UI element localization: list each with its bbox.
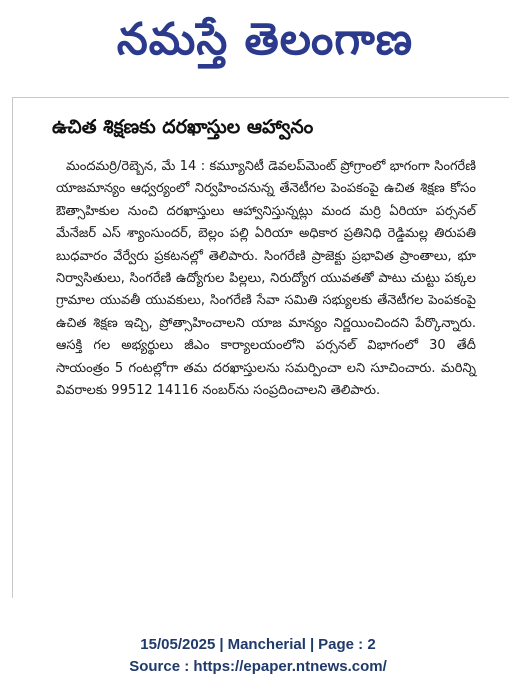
footer-meta-line: 15/05/2025 | Mancherial | Page : 2 [140,636,376,653]
footer-page: Page : 2 [318,636,376,653]
article-body: కమ్యూనిటీ డెవలప్‌మెంట్ ప్రోగ్రాంలో భాగంగా సింగరేణి యాజమాన్యం ఆధ్వర్యంలో నిర్వహించనున్న తేనెటీగల పెంపకంపై ఉచిత శిక్షణ కోసం ఔత్సాహికుల నుంచి దరఖాస్తులు ఆహ్వానిస్తున్నట్లు మంద మర్రి ఏరియా పర్సనల్ మేనేజర్ ఎస్ శ్యాంసుందర్, బెల్లం పల్లి ఏరియా అధికార ప్రతినిధి రెడ్డిమల్ల తిరుపతి బుధవారం వేర్వేరు ప్రకటనల్లో తెలిపారు. సింగరేణి ప్రాజెక్టు ప్రభావిత ప్రాంతాలు, భూ నిర్వాసితులు, సింగరేణి ఉద్యోగుల పిల్లలు, నిరుద్యోగ యువతతో పాటు చుట్టు పక్కల గ్రామాల యువతీ యువకులు, సింగరేణి సేవా సమితి సభ్యులకు తేనెటీగల పెంపకంపై ఉచిత శిక్షణ ఇచ్చి, ప్రోత్సాహించాలని యాజ మాన్యం నిర్ణయించిందని పేర్కొన్నారు. ఆసక్తి గల అభ్యర్థులు జీఎం కార్యాలయంలోని పర్సనల్ విభాగంలో 30 తేదీ సాయంత్రం 5 గంటల్లోగా తమ దరఖాస్తులను సమర్పించా లని సూచించారు. మరిన్ని వివరాలకు 99512 14116 నంబర్‌ను సంప్రదించాలని తెలిపారు. [56,159,476,399]
article-body-block [56,156,476,402]
masthead-title: నమస్తే తెలంగాణ [116,14,414,65]
footer-source: Source : https://epaper.ntnews.com/ [129,658,387,675]
article-headline: ఉచిత శిక్షణకు దరఖాస్తుల ఆహ్వానం [52,116,314,138]
article-dateline: మందమర్రి/రెబ్బెన, మే 14 : [66,159,206,174]
clipping-footer [0,634,516,678]
footer-edition: Mancherial [227,636,306,653]
footer-date: 15/05/2025 [140,636,216,653]
masthead-logo [70,10,460,80]
